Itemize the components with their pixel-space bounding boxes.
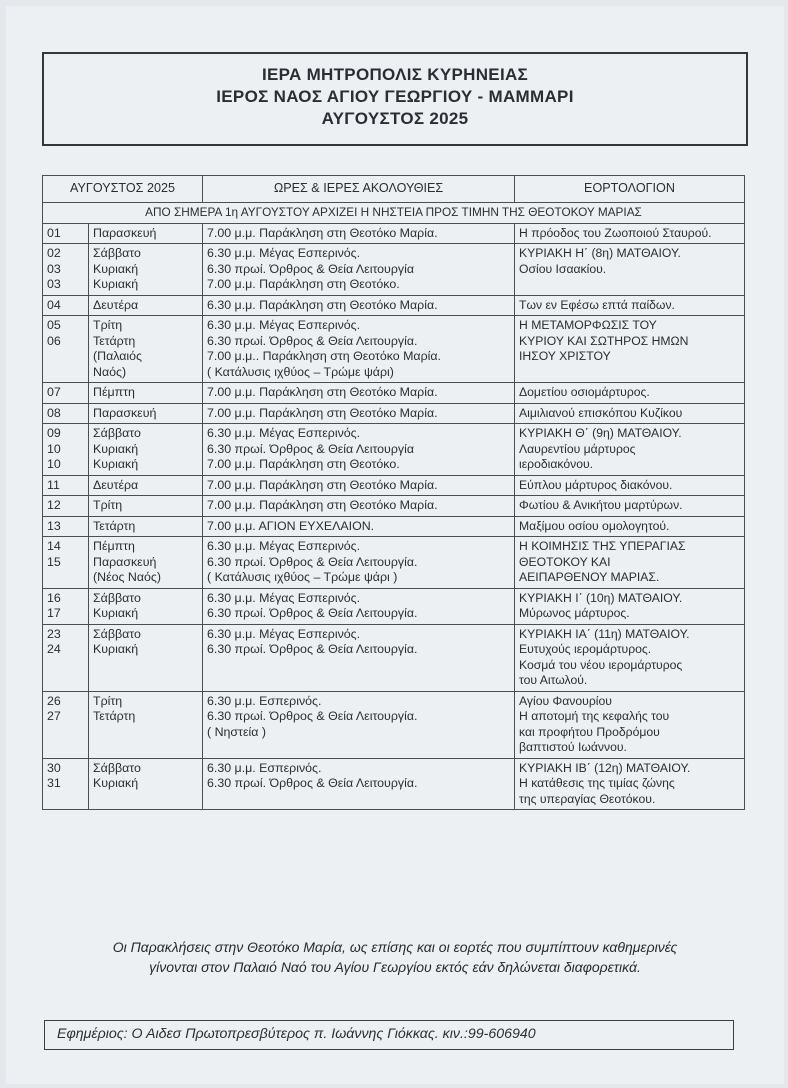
feast-cell bbox=[515, 475, 745, 496]
column-header-services: ΩΡΕΣ & ΙΕΡΕΣ ΑΚΟΛΟΥΘΙΕΣ bbox=[203, 176, 515, 203]
services-cell bbox=[203, 537, 515, 589]
feast-line: Η αποτομή της κεφαλής του bbox=[519, 709, 670, 723]
weekday-line: Παρασκευή bbox=[93, 225, 157, 240]
feast-cell bbox=[515, 295, 745, 316]
feast-cell bbox=[515, 516, 745, 537]
weekday-cell bbox=[89, 403, 203, 424]
services-line: ( Κατάλυσις ιχθύος – Τρώμε ψάρι ) bbox=[207, 570, 398, 584]
weekday-line: Πέμπτη bbox=[93, 385, 135, 399]
feast-line: Η πρόοδος του Ζωοποιού Σταυρού. bbox=[519, 225, 712, 240]
services-line: 6.30 μ.μ. Μέγας Εσπερινός. bbox=[207, 539, 361, 553]
feast-line: και προφήτου Προδρόμου bbox=[519, 724, 660, 739]
feast-line: βαπτιστού Ιωάννου. bbox=[519, 740, 627, 754]
table-row bbox=[43, 588, 745, 624]
table-row bbox=[43, 624, 745, 691]
date-line: 01 bbox=[47, 225, 61, 240]
date-line: 23 bbox=[47, 626, 61, 641]
date-line: 14 bbox=[47, 539, 61, 553]
feast-line: Η ΜΕΤΑΜΟΡΦΩΣΙΣ ΤΟΥ bbox=[519, 318, 657, 332]
weekday-line: Κυριακή bbox=[93, 642, 139, 656]
services-cell bbox=[203, 516, 515, 537]
services-cell bbox=[203, 691, 515, 758]
date-line: 13 bbox=[47, 518, 61, 533]
feast-cell bbox=[515, 537, 745, 589]
services-line: 7.00 μ.μ. Παράκληση στη Θεοτόκο Μαρία. bbox=[207, 477, 438, 492]
weekday-cell bbox=[89, 496, 203, 517]
weekday-cell bbox=[89, 244, 203, 296]
services-line: 6.30 πρωί. Όρθρος & Θεία Λειτουργία. bbox=[207, 554, 418, 569]
services-line: 7.00 μ.μ.. Παράκληση στη Θεοτόκο Μαρία. bbox=[207, 349, 442, 363]
weekday-line: Σάββατο bbox=[93, 626, 141, 641]
services-line: 7.00 μ.μ. Παράκληση στη Θεοτόκο. bbox=[207, 277, 400, 291]
table-row bbox=[43, 758, 745, 810]
table-row bbox=[43, 295, 745, 316]
header-box bbox=[42, 52, 748, 146]
weekday-line: (Νέος Ναός) bbox=[93, 570, 162, 584]
feast-cell bbox=[515, 316, 745, 383]
services-line: ( Νηστεία ) bbox=[207, 724, 266, 739]
feast-cell bbox=[515, 624, 745, 691]
weekday-line: Τετάρτη bbox=[93, 518, 136, 533]
services-line: 6.30 μ.μ. Μέγας Εσπερινός. bbox=[207, 318, 361, 332]
table-row bbox=[43, 516, 745, 537]
date-line: 03 bbox=[47, 261, 61, 276]
weekday-line: Κυριακή bbox=[93, 776, 139, 790]
services-line: 6.30 πρωί. Όρθρος & Θεία Λειτουργία. bbox=[207, 709, 418, 723]
weekday-line: Σάββατο bbox=[93, 246, 141, 260]
feast-cell bbox=[515, 758, 745, 810]
month-title: ΑΥΓΟΥΣΤΟΣ 2025 bbox=[321, 109, 469, 128]
date-line: 17 bbox=[47, 606, 61, 620]
date-line: 12 bbox=[47, 498, 61, 512]
church-title: ΙΕΡΟΣ ΝΑΟΣ ΑΓΙΟΥ ΓΕΩΡΓΙΟΥ - ΜΑΜΜΑΡΙ bbox=[216, 87, 574, 106]
weekday-cell bbox=[89, 588, 203, 624]
date-line: 09 bbox=[47, 426, 61, 440]
table-row bbox=[43, 403, 745, 424]
weekday-line: Κυριακή bbox=[93, 261, 139, 276]
feast-line: ΚΥΡΙΑΚΗ ΙΑ΄ (11η) ΜΑΤΘΑΙΟΥ. bbox=[519, 626, 690, 641]
date-line: 24 bbox=[47, 642, 61, 656]
feast-line: ΑΕΙΠΑΡΘΕΝΟΥ ΜΑΡΙΑΣ. bbox=[519, 570, 660, 584]
feast-line: ΙΗΣΟΥ ΧΡΙΣΤΟΥ bbox=[519, 349, 611, 363]
weekday-cell bbox=[89, 316, 203, 383]
services-line: 6.30 πρωί. Όρθρος & Θεία Λειτουργία. bbox=[207, 776, 418, 790]
feast-line: Μαξίμου οσίου ομολογητού. bbox=[519, 518, 670, 533]
date-cell bbox=[43, 758, 89, 810]
weekday-line: Σάββατο bbox=[93, 760, 141, 775]
feast-line: Η κατάθεσις της τιμίας ζώνης bbox=[519, 776, 675, 790]
priest-contact: Εφημέριος: Ο Αιδεσ Πρωτοπρεσβύτερος π. Ιωάννης Γιόκκας. κιν.:99-606940 bbox=[44, 1020, 734, 1050]
services-line: ( Κατάλυσις ιχθύος – Τρώμε ψάρι) bbox=[207, 364, 394, 379]
services-cell bbox=[203, 295, 515, 316]
date-line: 07 bbox=[47, 385, 61, 399]
weekday-cell bbox=[89, 223, 203, 244]
table-row bbox=[43, 496, 745, 517]
services-cell bbox=[203, 424, 515, 476]
weekday-line: Παρασκευή bbox=[93, 554, 157, 569]
services-line: 6.30 μ.μ. Παράκληση στη Θεοτόκο Μαρία. bbox=[207, 297, 438, 312]
weekday-cell bbox=[89, 516, 203, 537]
date-cell bbox=[43, 223, 89, 244]
feast-cell bbox=[515, 403, 745, 424]
feast-cell bbox=[515, 383, 745, 404]
feast-line: ΚΥΡΙΑΚΗ Ι΄ (10η) ΜΑΤΘΑΙΟΥ. bbox=[519, 590, 683, 605]
feast-cell bbox=[515, 424, 745, 476]
date-line: 15 bbox=[47, 554, 61, 569]
date-line: 08 bbox=[47, 405, 61, 420]
feast-cell bbox=[515, 691, 745, 758]
date-cell bbox=[43, 691, 89, 758]
date-line: 10 bbox=[47, 457, 61, 471]
services-cell bbox=[203, 758, 515, 810]
weekday-cell bbox=[89, 295, 203, 316]
weekday-line: Σάββατο bbox=[93, 426, 141, 440]
date-cell bbox=[43, 516, 89, 537]
table-row bbox=[43, 244, 745, 296]
services-line: 7.00 μ.μ. Παράκληση στη Θεοτόκο Μαρία. bbox=[207, 385, 438, 399]
weekday-line: Τρίτη bbox=[93, 498, 123, 512]
date-cell bbox=[43, 624, 89, 691]
services-cell bbox=[203, 383, 515, 404]
weekday-cell bbox=[89, 691, 203, 758]
table-row bbox=[43, 537, 745, 589]
table-row bbox=[43, 424, 745, 476]
feast-cell bbox=[515, 244, 745, 296]
services-cell bbox=[203, 316, 515, 383]
services-line: 7.00 μ.μ. Παράκληση στη Θεοτόκο Μαρία. bbox=[207, 498, 438, 512]
feast-line: ΚΥΡΙΑΚΗ ΙΒ΄ (12η) ΜΑΤΘΑΙΟΥ. bbox=[519, 760, 691, 775]
date-cell bbox=[43, 424, 89, 476]
feast-line: Μύρωνος μάρτυρος. bbox=[519, 606, 630, 620]
weekday-cell bbox=[89, 383, 203, 404]
date-line: 26 bbox=[47, 693, 61, 708]
weekday-cell bbox=[89, 758, 203, 810]
feast-line: ΚΥΡΙΑΚΗ Η΄ (8η) ΜΑΤΘΑΙΟΥ. bbox=[519, 246, 681, 260]
feast-line: ΚΥΡΙΟΥ ΚΑΙ ΣΩΤΗΡΟΣ ΗΜΩΝ bbox=[519, 333, 689, 348]
feast-line: Των εν Εφέσω επτά παίδων. bbox=[519, 297, 675, 312]
table-row bbox=[43, 316, 745, 383]
weekday-cell bbox=[89, 424, 203, 476]
services-cell bbox=[203, 403, 515, 424]
services-line: 6.30 μ.μ. Μέγας Εσπερινός. bbox=[207, 590, 361, 605]
table-row bbox=[43, 691, 745, 758]
feast-line: ΚΥΡΙΑΚΗ Θ΄ (9η) ΜΑΤΘΑΙΟΥ. bbox=[519, 426, 682, 440]
table-row bbox=[43, 475, 745, 496]
services-line: 7.00 μ.μ. Παράκληση στη Θεοτόκο. bbox=[207, 457, 400, 471]
date-line: 02 bbox=[47, 246, 61, 260]
feast-line: Αγίου Φανουρίου bbox=[519, 693, 612, 708]
date-line: 31 bbox=[47, 776, 61, 790]
services-cell bbox=[203, 244, 515, 296]
feast-line: Οσίου Ισαακίου. bbox=[519, 261, 607, 276]
weekday-line: Κυριακή bbox=[93, 457, 139, 471]
feast-line: Κοσμά του νέου ιερομάρτυρος bbox=[519, 657, 683, 672]
feast-line: Η ΚΟΙΜΗΣΙΣ ΤΗΣ ΥΠΕΡΑΓΙΑΣ bbox=[519, 539, 686, 553]
services-line: 6.30 πρωί. Όρθρος & Θεία Λειτουργία. bbox=[207, 333, 418, 348]
services-cell bbox=[203, 223, 515, 244]
weekday-line: Τετάρτη bbox=[93, 709, 136, 723]
services-cell bbox=[203, 475, 515, 496]
date-line: 03 bbox=[47, 277, 61, 291]
feast-line: Εύπλου μάρτυρος διακόνου. bbox=[519, 477, 673, 492]
date-line: 10 bbox=[47, 441, 61, 456]
feast-line: Φωτίου & Ανικήτου μαρτύρων. bbox=[519, 498, 683, 512]
feast-line: του Αιτωλού. bbox=[519, 673, 588, 687]
column-header-month: ΑΥΓΟΥΣΤΟΣ 2025 bbox=[43, 176, 203, 203]
table-row bbox=[43, 223, 745, 244]
feast-cell bbox=[515, 496, 745, 517]
services-line: 6.30 πρωί. Όρθρος & Θεία Λειτουργία. bbox=[207, 642, 418, 656]
feast-cell bbox=[515, 588, 745, 624]
weekday-line: Σάββατο bbox=[93, 590, 141, 605]
services-cell bbox=[203, 496, 515, 517]
services-cell bbox=[203, 624, 515, 691]
weekday-line: Δευτέρα bbox=[93, 297, 139, 312]
weekday-line: Τρίτη bbox=[93, 318, 123, 332]
table-header-row bbox=[43, 176, 745, 203]
date-cell bbox=[43, 475, 89, 496]
services-line: 6.30 μ.μ. Μέγας Εσπερινός. bbox=[207, 426, 361, 440]
feast-line: Δομετίου οσιομάρτυρος. bbox=[519, 385, 650, 399]
weekday-line: Κυριακή bbox=[93, 606, 139, 620]
feast-line: της υπεραγίας Θεοτόκου. bbox=[519, 791, 656, 806]
weekday-line: Τρίτη bbox=[93, 693, 123, 708]
footer-note-line-1: Οι Παρακλήσεις στην Θεοτόκο Μαρία, ως επίσης και οι εορτές που συμπίπτουν καθημερινές bbox=[112, 939, 678, 955]
date-cell bbox=[43, 316, 89, 383]
weekday-line: Δευτέρα bbox=[93, 477, 139, 492]
feast-line: Αιμιλιανού επισκόπου Κυζίκου bbox=[519, 405, 683, 420]
date-cell bbox=[43, 403, 89, 424]
services-line: 7.00 μ.μ. ΑΓΙΟΝ ΕΥΧΕΛΑΙΟΝ. bbox=[207, 518, 375, 533]
date-cell bbox=[43, 295, 89, 316]
weekday-line: Κυριακή bbox=[93, 441, 139, 456]
feast-line: Ευτυχούς ιερομάρτυρος. bbox=[519, 642, 652, 656]
feast-line: Λαυρεντίου μάρτυρος bbox=[519, 441, 636, 456]
fast-banner: ΑΠΟ ΣΗΜΕΡΑ 1η ΑΥΓΟΥΣΤΟΥ ΑΡΧΙΖΕΙ Η ΝΗΣΤΕΙΑ ΠΡΟΣ ΤΙΜΗΝ ΤΗΣ ΘΕΟΤΟΚΟΥ ΜΑΡΙΑΣ bbox=[43, 203, 745, 224]
weekday-line: (Παλαιός bbox=[93, 349, 143, 363]
weekday-line: Τετάρτη bbox=[93, 333, 136, 348]
date-line: 06 bbox=[47, 333, 61, 348]
metropolis-title: ΙΕΡΑ ΜΗΤΡΟΠΟΛΙΣ ΚΥΡΗΝΕΙΑΣ bbox=[261, 65, 529, 84]
feast-line: ΘΕΟΤΟΚΟΥ ΚΑΙ bbox=[519, 554, 611, 569]
schedule-table bbox=[42, 175, 745, 810]
feast-cell bbox=[515, 223, 745, 244]
date-line: 05 bbox=[47, 318, 61, 332]
date-line: 04 bbox=[47, 297, 61, 312]
table-row bbox=[43, 383, 745, 404]
weekday-cell bbox=[89, 475, 203, 496]
services-line: 6.30 πρωί. Όρθρος & Θεία Λειτουργία. bbox=[207, 606, 418, 620]
services-cell bbox=[203, 588, 515, 624]
services-line: 6.30 πρωί. Όρθρος & Θεία Λειτουργία bbox=[207, 261, 414, 276]
date-line: 11 bbox=[47, 477, 60, 492]
services-line: 6.30 μ.μ. Μέγας Εσπερινός. bbox=[207, 246, 361, 260]
date-cell bbox=[43, 244, 89, 296]
feast-line: ιεροδιακόνου. bbox=[519, 457, 594, 471]
date-cell bbox=[43, 588, 89, 624]
services-line: 7.00 μ.μ. Παράκληση στη Θεοτόκο Μαρία. bbox=[207, 405, 438, 420]
date-cell bbox=[43, 496, 89, 517]
services-line: 7.00 μ.μ. Παράκληση στη Θεοτόκο Μαρία. bbox=[207, 225, 438, 240]
column-header-feasts: ΕΟΡΤΟΛΟΓΙΟΝ bbox=[515, 176, 745, 203]
services-line: 6.30 πρωί. Όρθρος & Θεία Λειτουργία bbox=[207, 441, 414, 456]
date-cell bbox=[43, 537, 89, 589]
date-cell bbox=[43, 383, 89, 404]
weekday-cell bbox=[89, 624, 203, 691]
date-line: 30 bbox=[47, 760, 61, 775]
fast-banner-row bbox=[43, 203, 745, 224]
date-line: 16 bbox=[47, 590, 61, 605]
footer-note-line-2: γίνονται στον Παλαιό Ναό του Αγίου Γεωργίου εκτός εάν δηλώνεται διαφορετικά. bbox=[149, 959, 641, 975]
services-line: 6.30 μ.μ. Εσπερινός. bbox=[207, 693, 322, 708]
weekday-line: Πέμπτη bbox=[93, 539, 135, 553]
date-line: 27 bbox=[47, 709, 61, 723]
weekday-line: Κυριακή bbox=[93, 277, 139, 291]
services-line: 6.30 μ.μ. Εσπερινός. bbox=[207, 760, 322, 775]
weekday-line: Ναός) bbox=[93, 364, 127, 379]
weekday-line: Παρασκευή bbox=[93, 405, 157, 420]
weekday-cell bbox=[89, 537, 203, 589]
footer-note bbox=[30, 937, 760, 977]
services-line: 6.30 μ.μ. Μέγας Εσπερινός. bbox=[207, 626, 361, 641]
